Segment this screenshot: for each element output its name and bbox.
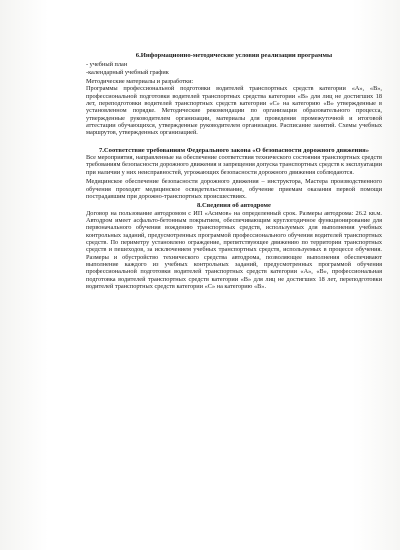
section-7-paragraph-2: Медицинское обеспечение безопасности дорожного движения – инструктора, Мастера производственного обучения проходят медицинское освидетельствование, обучение приемам оказания первой помощи пострадавшим при дорожно-транспортных происшествиях. (86, 178, 382, 200)
methods-title: Методические материалы и разработки: (86, 78, 194, 86)
section-7-paragraph-1: Все мероприятия, направленные на обеспечение соответствия технического состояния транспортных средств требованиям безопасности дорожного движения и запрещения допуска транспортных средств к эксплуатации при наличии у них неисправностей, угрожающих безопасности дорожного движения соблюдаются. (86, 154, 382, 176)
list-item-schedule: -календарный учебный график (86, 68, 169, 76)
document-body (86, 52, 382, 290)
section-8-paragraph: Договор на пользование автодромом с ИП «Асимов» на определенный срок. Размеры автодрома: 26.2 кв.м. Автодром имеет асфальто-бетонным покрытием, обеспечивающим круглогодичное функционирование для первоначального обучения вождению транспортных средств, используемых для выполнения учебных контрольных заданий, предусмотренных программой профессионального обучения водителей транспортных средств. По периметру установлено ограждение, препятствующее движению по территории транспортных средств и пешеходов, за исключением учебных транспортных средств, используемых в процессе обучения. Размеры и обустройство технического средства автодрома, позволяющее выполнения обеспечивают выполнение каждого из учебных контрольных заданий, предусмотренных программой обучения профессиональной подготовки водителей транспортных средств категории «А», «В», профессиональная подготовка водителей транспортных средств категории «В» для лиц не достигших 18 лет, переподготовки водителей транспортных средств категории «С» на категорию «В». (86, 209, 382, 290)
section-6-heading: 6.Информационно-методические условия реализации программы (135, 52, 333, 59)
section-7-heading: 7.Соответствие требованиям Федерального закона «О безопасности дорожного движения» (98, 146, 370, 154)
section-8-heading: 8.Сведения об автодроме (197, 202, 271, 210)
list-item-curriculum: - учебный план (86, 61, 128, 69)
methods-paragraph: Программы профессиональной подготовки водителей транспортных средств категории «А», «В», профессиональной подготовки водителей транспортных средства категории «В» для лиц не достигших 18 лет, переподготовки водителей транспортных средств категории «С» на категорию «В» утвержденные в установленном порядке. Методические рекомендации по организации образовательного процесса, утвержденные руководителем организации, материалы для проведения промежуточной и итоговой аттестации обучающихся, утвержденные руководителем организации. Расписание занятий. Схемы учебных маршрутов, утвержденных организацией. (86, 85, 382, 137)
